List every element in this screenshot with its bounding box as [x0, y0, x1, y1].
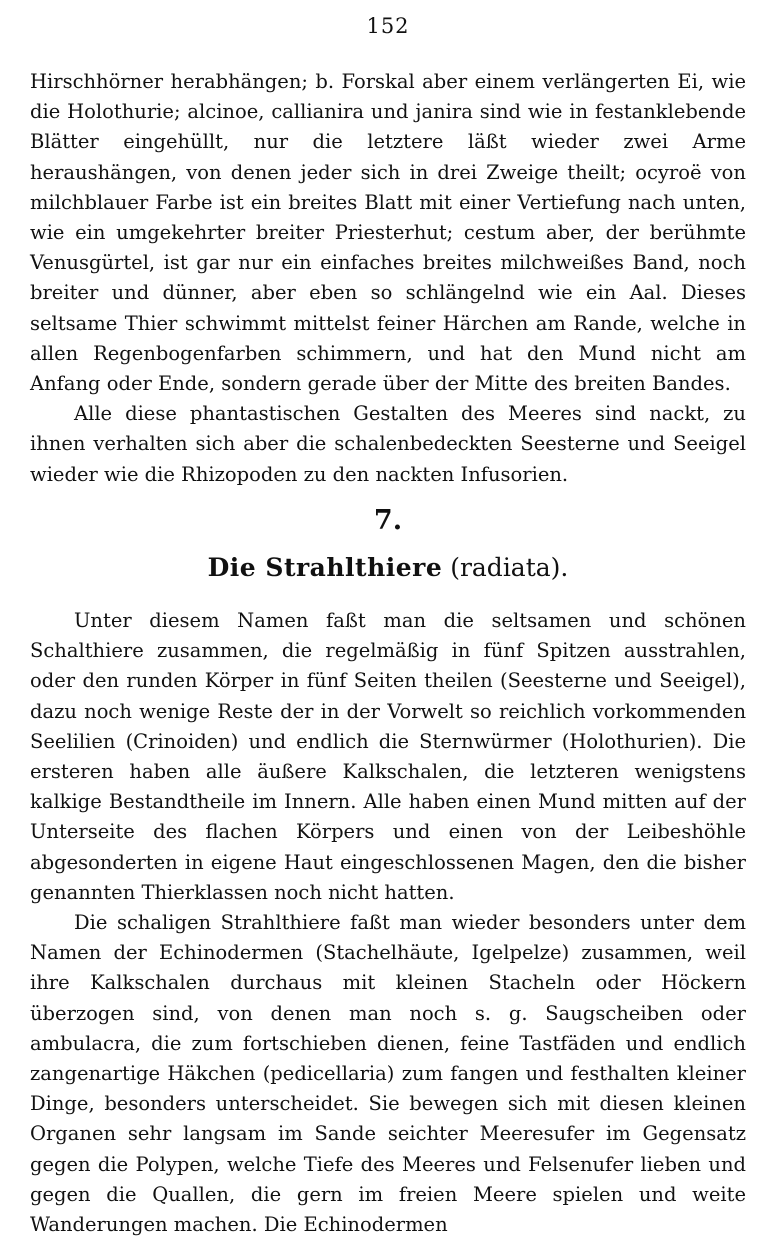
paragraph: Hirschhörner herabhängen; b. Forskal aber einem verlängerten Ei, wie die Holothurie; alcinoe, callianira und janira sind wie in festanklebende Blätter eingehüllt, nur die letztere läßt wieder zwei Arme heraushängen, von denen jeder sich in drei Zweige theilt; ocyroë von milchblauer Farbe ist ein breites Blatt mit einer Vertiefung nach unten, wie ein umgekehrter breiter Priesterhut; cestum aber, der berühmte Venusgürtel, ist gar nur ein einfaches breites milchweißes Band, noch breiter und dünner, aber eben so schlängelnd wie ein Aal. Dieses seltsame Thier schwimmt mittelst feiner Härchen am Rande, welche in allen Regenbogenfarben schimmern, und hat den Mund nicht am Anfang oder Ende, sondern gerade über der Mitte des breiten Bandes.	[30, 70, 746, 396]
paragraph: Unter diesem Namen faßt man die seltsamen und schönen Schalthiere zusammen, die regelmäßig in fünf Spitzen ausstrahlen, oder den runden Körper in fünf Seiten theilen (Seesterne und Seeigel), dazu noch wenige Reste der in der Vorwelt so reichlich vorkommenden Seelilien (Crinoiden) und endlich die Sternwürmer (Holothurien). Die ersteren haben alle äußere Kalkschalen, die letzteren wenigstens kalkige Bestandtheile im Innern. Alle haben einen Mund mitten auf der Unterseite des flachen Körpers und einen von der Leibeshöhle abgesonderten in eigene Haut eingeschlossenen Magen, den die bisher genannten Thierklassen noch nicht hatten.	[30, 609, 746, 904]
page-number: 152	[366, 14, 410, 38]
section-number: 7.	[373, 505, 403, 536]
section-title-german: Die Strahlthiere	[207, 553, 443, 582]
paragraph: Die schaligen Strahlthiere faßt man wieder besonders unter dem Namen der Echinodermen (Stachelhäute, Igelpelze) zusammen, weil ihre Kalkschalen durchaus mit kleinen Stacheln oder Höckern überzogen sind, von denen man noch s. g. Saugscheiben oder ambulacra, die zum fortschieben dienen, feine Tastfäden und endlich zangenartige Häkchen (pedicellaria) zum fangen und festhalten kleiner Dinge, besonders unterscheidet. Sie bewegen sich mit diesen kleinen Organen sehr langsam im Sande seichter Meeresufer im Gegensatz gegen die Polypen, welche Tiefe des Meeres und Felsenufer lieben und gegen die Quallen, die gern im freien Meere spielen und weite Wanderungen machen. Die Echinodermen	[30, 911, 746, 1237]
section-title-latin: (radiata).	[450, 553, 569, 582]
section-text	[30, 606, 746, 1240]
intro-text	[30, 67, 746, 490]
paragraph: Alle diese phantastischen Gestalten des Meeres sind nackt, zu ihnen verhalten sich aber die schalenbedeckten Seesterne und Seeigel wieder wie die Rhizopoden zu den nackten Infusorien.	[30, 402, 746, 486]
section-heading	[0, 553, 776, 582]
